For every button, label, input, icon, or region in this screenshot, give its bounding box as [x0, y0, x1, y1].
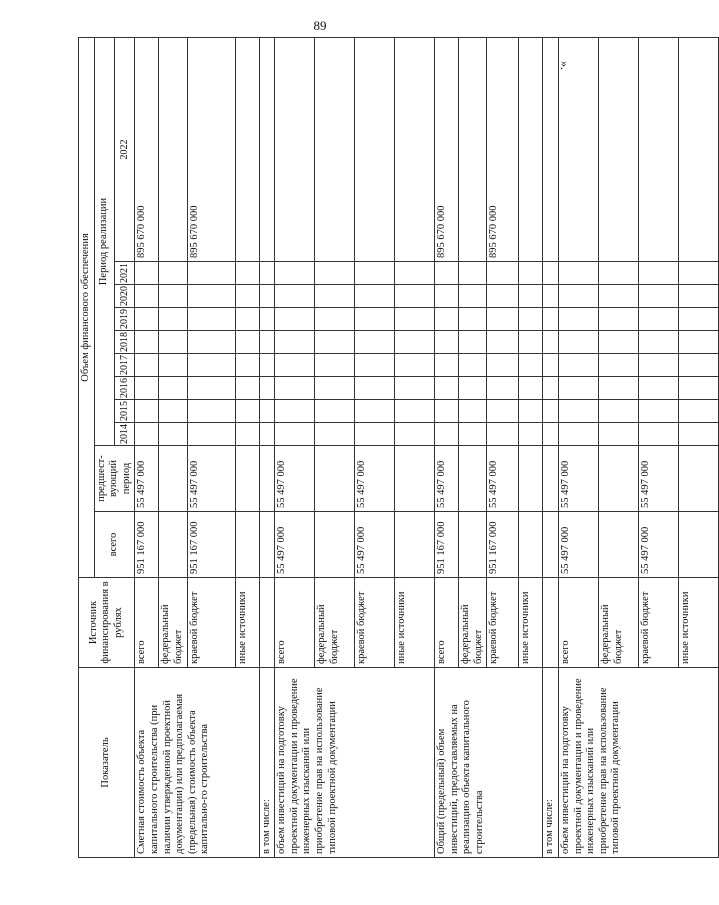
- section-label-row: [543, 38, 559, 858]
- year-cell: [187, 423, 235, 446]
- empty-cell: [543, 285, 559, 308]
- indicator-cell: объем инвестиций на подготовку проектной документации и проведение инженерных изысканий или приобретение прав на использование типовой проектной документации: [275, 668, 435, 858]
- year-cell: [598, 423, 638, 446]
- total-cell: 951 167 000: [435, 512, 459, 578]
- source-cell: краевой бюджет: [638, 578, 678, 668]
- year-cell: [187, 308, 235, 331]
- year-cell: [315, 354, 355, 377]
- year-cell: [598, 262, 638, 285]
- year-cell: [598, 285, 638, 308]
- year-cell: [395, 400, 435, 423]
- section-label: в том числе:: [543, 668, 559, 858]
- year-cell: [638, 308, 678, 331]
- total-cell: 951 167 000: [135, 512, 159, 578]
- empty-cell: [259, 512, 275, 578]
- year-cell: [558, 331, 598, 354]
- year-cell: [519, 377, 543, 400]
- year-2022-cell: [678, 38, 718, 262]
- year-2022-cell: 895 670 000: [135, 38, 159, 262]
- year-cell: [235, 285, 259, 308]
- year-2022-cell: 895 670 000: [487, 38, 519, 262]
- empty-cell: [259, 331, 275, 354]
- year-cell: [519, 285, 543, 308]
- year-cell: [135, 354, 159, 377]
- year-cell: [435, 400, 459, 423]
- table-body: [135, 38, 719, 858]
- empty-cell: [259, 354, 275, 377]
- empty-cell: [259, 285, 275, 308]
- total-cell: 55 497 000: [275, 512, 315, 578]
- source-cell: иные источники: [235, 578, 259, 668]
- year-cell: [558, 285, 598, 308]
- empty-cell: [259, 578, 275, 668]
- year-cell: [275, 423, 315, 446]
- year-cell: [395, 331, 435, 354]
- previous-cell: [598, 446, 638, 512]
- empty-cell: [259, 262, 275, 285]
- total-cell: [598, 512, 638, 578]
- edge-mark: ».: [558, 61, 572, 70]
- header-previous: предшест-вующий период: [94, 446, 135, 512]
- previous-cell: 55 497 000: [187, 446, 235, 512]
- year-cell: [459, 308, 487, 331]
- empty-cell: [543, 354, 559, 377]
- year-cell: [135, 423, 159, 446]
- section-label-row: [259, 38, 275, 858]
- year-cell: [235, 423, 259, 446]
- year-cell: [519, 262, 543, 285]
- empty-cell: [259, 400, 275, 423]
- year-cell: [315, 400, 355, 423]
- previous-cell: [235, 446, 259, 512]
- previous-cell: 55 497 000: [355, 446, 395, 512]
- empty-cell: [543, 400, 559, 423]
- year-cell: [435, 354, 459, 377]
- empty-cell: [543, 446, 559, 512]
- previous-cell: [519, 446, 543, 512]
- year-cell: [678, 262, 718, 285]
- total-cell: [235, 512, 259, 578]
- total-cell: 55 497 000: [558, 512, 598, 578]
- previous-cell: [315, 446, 355, 512]
- year-cell: [275, 354, 315, 377]
- year-cell: [435, 377, 459, 400]
- year-cell: [558, 262, 598, 285]
- year-cell: [159, 331, 187, 354]
- year-cell: [558, 354, 598, 377]
- year-cell: [558, 377, 598, 400]
- source-cell: федеральный бюджет: [315, 578, 355, 668]
- source-cell: иные источники: [519, 578, 543, 668]
- year-cell: [678, 308, 718, 331]
- table-row: [275, 38, 315, 858]
- year-cell: [487, 262, 519, 285]
- year-2022-cell: 895 670 000: [435, 38, 459, 262]
- year-cell: [187, 377, 235, 400]
- year-cell: [519, 308, 543, 331]
- empty-cell: [259, 446, 275, 512]
- previous-cell: [159, 446, 187, 512]
- total-cell: 55 497 000: [638, 512, 678, 578]
- previous-cell: [678, 446, 718, 512]
- year-cell: [638, 423, 678, 446]
- empty-cell: [543, 423, 559, 446]
- year-cell: [355, 331, 395, 354]
- empty-cell: [543, 262, 559, 285]
- year-cell: [275, 400, 315, 423]
- year-cell: [459, 400, 487, 423]
- total-cell: [315, 512, 355, 578]
- year-2022-cell: [558, 38, 598, 262]
- year-2022-cell: [275, 38, 315, 262]
- total-cell: 55 497 000: [355, 512, 395, 578]
- previous-cell: 55 497 000: [275, 446, 315, 512]
- empty-cell: [543, 308, 559, 331]
- year-cell: [355, 377, 395, 400]
- source-cell: федеральный бюджет: [459, 578, 487, 668]
- year-cell: [459, 377, 487, 400]
- total-cell: [678, 512, 718, 578]
- year-cell: [235, 262, 259, 285]
- year-cell: [678, 354, 718, 377]
- year-cell: [487, 400, 519, 423]
- year-cell: [435, 331, 459, 354]
- indicator-cell: объем инвестиций на подготовку проектной документации и проведение инженерных изысканий или приобретение прав на использование типовой проектной документации: [558, 668, 718, 858]
- empty-cell: [543, 377, 559, 400]
- year-cell: [678, 377, 718, 400]
- header-indicator: Показатель: [79, 668, 135, 858]
- empty-cell: [259, 308, 275, 331]
- source-cell: иные источники: [395, 578, 435, 668]
- year-cell: [235, 377, 259, 400]
- total-cell: [395, 512, 435, 578]
- previous-cell: 55 497 000: [638, 446, 678, 512]
- year-cell: [598, 331, 638, 354]
- total-cell: 951 167 000: [487, 512, 519, 578]
- header-year: 2015: [115, 400, 135, 423]
- empty-cell: [259, 38, 275, 262]
- year-cell: [355, 308, 395, 331]
- year-cell: [159, 308, 187, 331]
- year-cell: [435, 308, 459, 331]
- year-cell: [187, 400, 235, 423]
- source-cell: всего: [558, 578, 598, 668]
- year-2022-cell: [315, 38, 355, 262]
- year-cell: [187, 262, 235, 285]
- year-cell: [678, 400, 718, 423]
- year-cell: [235, 354, 259, 377]
- year-cell: [275, 331, 315, 354]
- financing-table: [78, 37, 719, 858]
- year-cell: [135, 377, 159, 400]
- year-2022-cell: [638, 38, 678, 262]
- year-cell: [519, 423, 543, 446]
- indicator-cell: Общий (предельный) объем инвестиций, предоставляемых на реализацию объекта капитального строительства: [435, 668, 543, 858]
- empty-cell: [543, 512, 559, 578]
- year-cell: [395, 423, 435, 446]
- total-cell: [159, 512, 187, 578]
- year-cell: [435, 285, 459, 308]
- year-cell: [678, 331, 718, 354]
- previous-cell: 55 497 000: [487, 446, 519, 512]
- year-cell: [459, 262, 487, 285]
- year-cell: [678, 423, 718, 446]
- source-cell: федеральный бюджет: [598, 578, 638, 668]
- year-cell: [275, 262, 315, 285]
- header-volume: Объем финансового обеспечения: [79, 38, 95, 578]
- source-cell: всего: [275, 578, 315, 668]
- source-cell: краевой бюджет: [355, 578, 395, 668]
- year-cell: [187, 354, 235, 377]
- year-2022-cell: [159, 38, 187, 262]
- year-cell: [275, 285, 315, 308]
- year-cell: [487, 308, 519, 331]
- year-cell: [187, 285, 235, 308]
- year-cell: [519, 400, 543, 423]
- source-cell: иные источники: [678, 578, 718, 668]
- header-year: 2019: [115, 308, 135, 331]
- year-cell: [487, 377, 519, 400]
- year-cell: [135, 400, 159, 423]
- year-cell: [638, 262, 678, 285]
- source-cell: всего: [135, 578, 159, 668]
- year-cell: [435, 423, 459, 446]
- year-cell: [355, 354, 395, 377]
- year-cell: [487, 331, 519, 354]
- year-cell: [459, 331, 487, 354]
- empty-cell: [259, 423, 275, 446]
- previous-cell: 55 497 000: [435, 446, 459, 512]
- year-cell: [598, 400, 638, 423]
- total-cell: [459, 512, 487, 578]
- empty-cell: [543, 578, 559, 668]
- header-year: 2014: [115, 423, 135, 446]
- year-cell: [275, 308, 315, 331]
- year-cell: [315, 423, 355, 446]
- year-cell: [235, 331, 259, 354]
- year-cell: [355, 423, 395, 446]
- year-cell: [638, 377, 678, 400]
- year-cell: [435, 262, 459, 285]
- table-row: [435, 38, 459, 858]
- year-cell: [315, 262, 355, 285]
- year-2022-cell: [395, 38, 435, 262]
- section-label: в том числе:: [259, 668, 275, 858]
- year-cell: [187, 331, 235, 354]
- header-year: 2021: [115, 262, 135, 285]
- previous-cell: [459, 446, 487, 512]
- year-cell: [315, 285, 355, 308]
- year-2022-cell: [519, 38, 543, 262]
- year-cell: [395, 262, 435, 285]
- year-cell: [487, 423, 519, 446]
- table-row: [558, 38, 598, 858]
- source-cell: федеральный бюджет: [159, 578, 187, 668]
- year-cell: [159, 354, 187, 377]
- year-cell: [519, 354, 543, 377]
- year-cell: [598, 354, 638, 377]
- year-2022-cell: 895 670 000: [187, 38, 235, 262]
- year-cell: [315, 308, 355, 331]
- source-cell: всего: [435, 578, 459, 668]
- empty-cell: [543, 331, 559, 354]
- header-year: 2020: [115, 285, 135, 308]
- previous-cell: 55 497 000: [135, 446, 159, 512]
- header-year: 2022: [115, 38, 135, 262]
- year-cell: [135, 308, 159, 331]
- header-period: Период реализации: [94, 38, 115, 446]
- header-source: Источник финансирования в рублях: [79, 578, 135, 668]
- year-cell: [638, 331, 678, 354]
- year-cell: [135, 262, 159, 285]
- total-cell: [519, 512, 543, 578]
- year-cell: [558, 423, 598, 446]
- year-cell: [487, 285, 519, 308]
- year-cell: [275, 377, 315, 400]
- year-2022-cell: [459, 38, 487, 262]
- source-cell: краевой бюджет: [187, 578, 235, 668]
- year-cell: [235, 308, 259, 331]
- year-cell: [395, 354, 435, 377]
- source-cell: краевой бюджет: [487, 578, 519, 668]
- year-cell: [355, 285, 395, 308]
- header-total: всего: [94, 512, 135, 578]
- year-cell: [395, 377, 435, 400]
- year-cell: [315, 377, 355, 400]
- year-cell: [558, 308, 598, 331]
- table-row: [135, 38, 159, 858]
- year-cell: [638, 354, 678, 377]
- rotated-table-wrapper: [78, 58, 691, 858]
- year-cell: [159, 377, 187, 400]
- indicator-cell: Сметная стоимость объекта капитального строительства (при наличии утвержденной проектной документации) или предполагаемая (предельная) стоимость объекта капитально-го строительства: [135, 668, 259, 858]
- year-2022-cell: [235, 38, 259, 262]
- year-cell: [459, 354, 487, 377]
- year-2022-cell: [598, 38, 638, 262]
- header-year: 2018: [115, 331, 135, 354]
- year-cell: [638, 285, 678, 308]
- year-cell: [558, 400, 598, 423]
- year-cell: [355, 400, 395, 423]
- empty-cell: [543, 38, 559, 262]
- year-cell: [678, 285, 718, 308]
- year-cell: [459, 423, 487, 446]
- year-cell: [235, 400, 259, 423]
- year-cell: [159, 400, 187, 423]
- year-cell: [159, 285, 187, 308]
- year-cell: [598, 308, 638, 331]
- previous-cell: 55 497 000: [558, 446, 598, 512]
- year-cell: [355, 262, 395, 285]
- year-cell: [638, 400, 678, 423]
- year-cell: [395, 285, 435, 308]
- header-year: 2017: [115, 354, 135, 377]
- page-number: 89: [313, 18, 327, 33]
- year-cell: [395, 308, 435, 331]
- year-cell: [159, 262, 187, 285]
- year-cell: [135, 285, 159, 308]
- header-year: 2016: [115, 377, 135, 400]
- year-cell: [135, 331, 159, 354]
- year-cell: [315, 331, 355, 354]
- year-cell: [159, 423, 187, 446]
- year-cell: [598, 377, 638, 400]
- year-cell: [487, 354, 519, 377]
- year-cell: [459, 285, 487, 308]
- empty-cell: [259, 377, 275, 400]
- year-2022-cell: [355, 38, 395, 262]
- year-cell: [519, 331, 543, 354]
- previous-cell: [395, 446, 435, 512]
- total-cell: 951 167 000: [187, 512, 235, 578]
